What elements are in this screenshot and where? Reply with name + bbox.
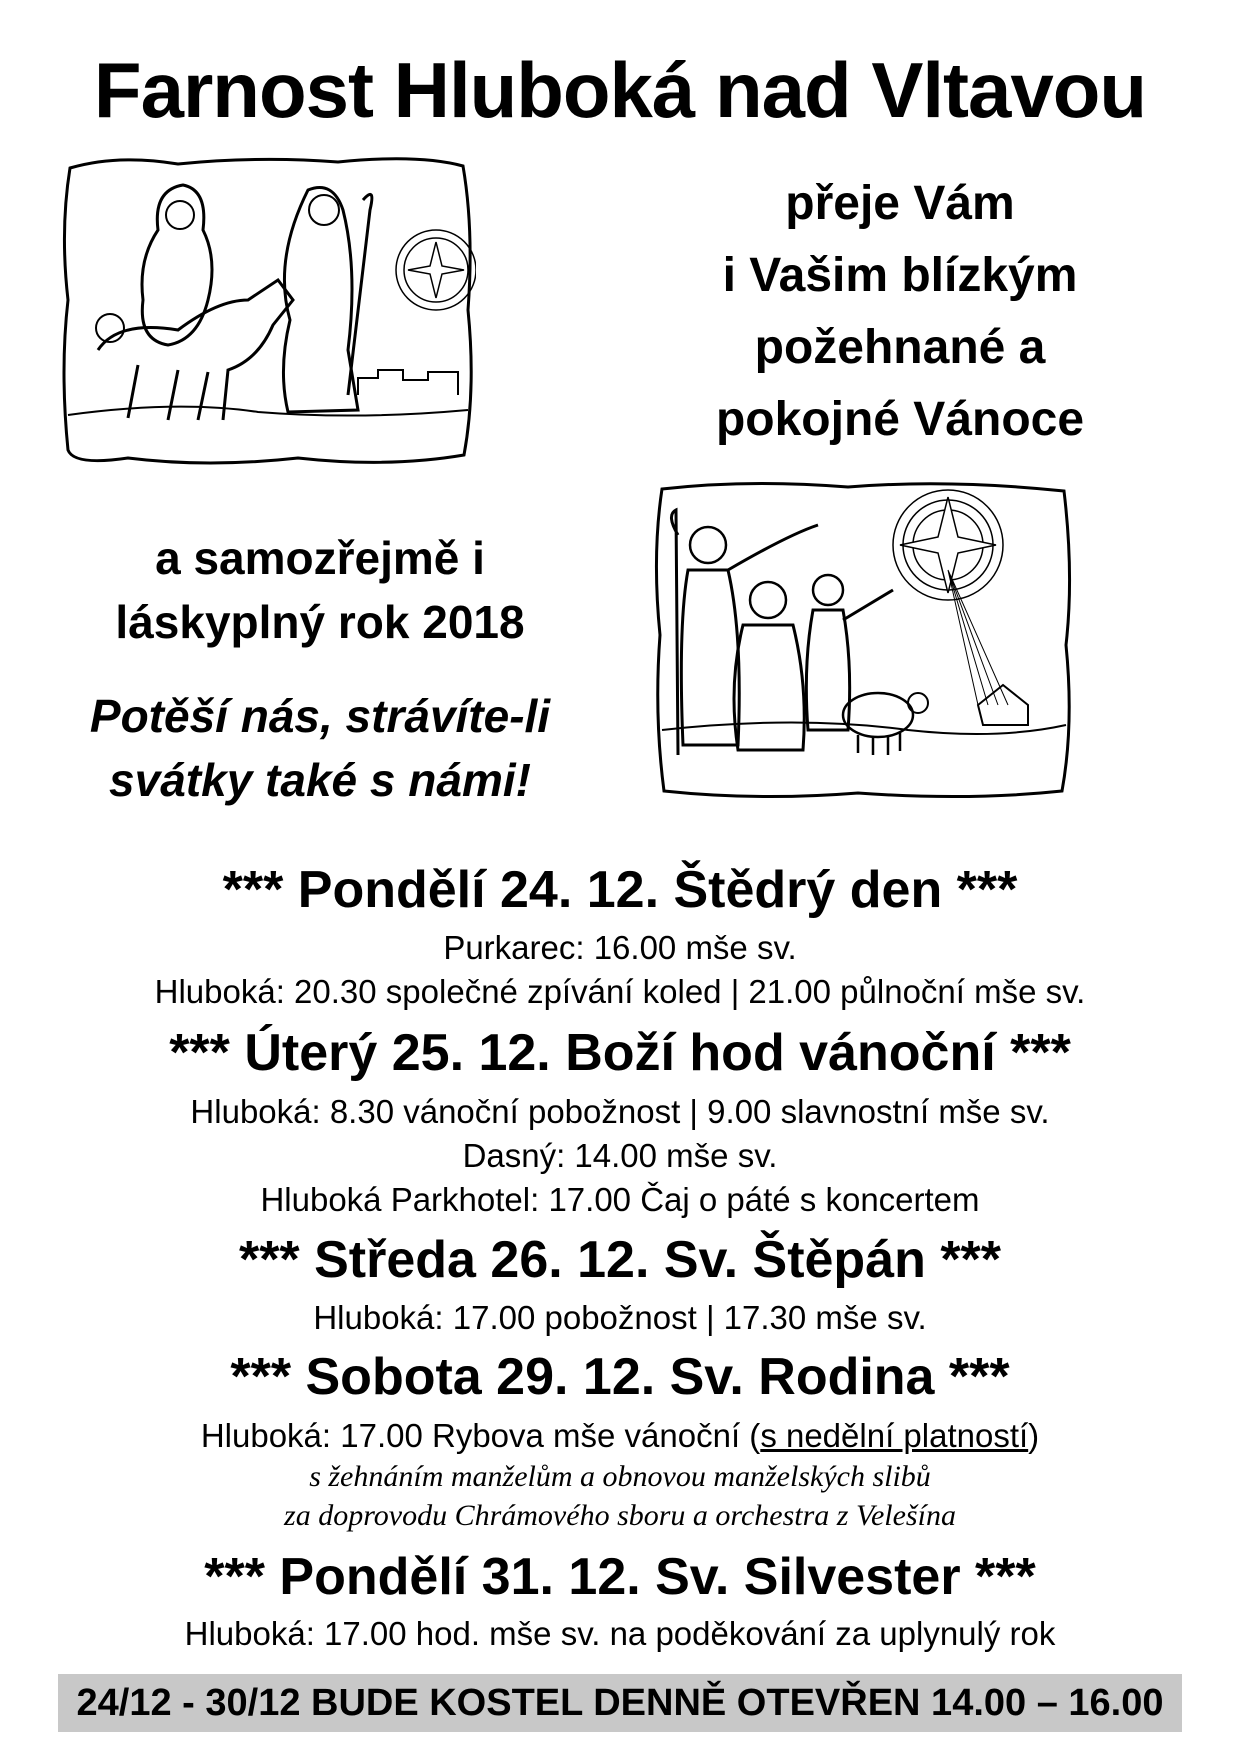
wish-line-1: a samozřejmě i [155,532,485,584]
day-heading-25: *** Úterý 25. 12. Boží hod vánoční *** [169,1024,1071,1082]
greeting-line-1: přeje Vám [785,177,1015,230]
schedule-line: Purkarec: 16.00 mše sv. [443,929,797,966]
schedule-note: s žehnáním manželům a obnovou manželských slibů [309,1460,931,1493]
schedule-line: Hluboká: 20.30 společné zpívání koled | 21.00 půlnoční mše sv. [154,973,1086,1010]
schedule-note: za doprovodu Chrámového sboru a orchestra z Velešína [284,1499,956,1532]
shepherds-star-illustration [648,475,1078,805]
day-heading-29: *** Sobota 29. 12. Sv. Rodina *** [230,1348,1010,1406]
mary-joseph-journey-illustration [58,150,476,470]
greeting-line-2: i Vašim blízkým [722,249,1078,302]
wish-line-2: láskyplný rok 2018 [115,596,525,648]
schedule-line: Hluboká Parkhotel: 17.00 Čaj o páté s koncertem [260,1181,980,1218]
schedule-line-start: Hluboká: 17.00 Rybova mše vánoční ( [200,1417,761,1454]
day-heading-31: *** Pondělí 31. 12. Sv. Silvester *** [204,1548,1036,1606]
greeting-line-3: požehnané a [754,321,1046,374]
day-heading-24: *** Pondělí 24. 12. Štědrý den *** [222,861,1018,919]
schedule-line: Hluboká: 8.30 vánoční pobožnost | 9.00 slavnostní mše sv. [190,1093,1050,1130]
schedule-line: Hluboká: 17.00 hod. mše sv. na poděkování za uplynulý rok [184,1615,1056,1652]
invite-line-2: svátky také s námi! [109,754,531,806]
opening-hours-banner: 24/12 - 30/12 BUDE KOSTEL DENNĚ OTEVŘEN 14.00 – 16.00 [58,1674,1182,1732]
invite-line-1: Potěší nás, strávíte-li [89,690,551,742]
schedule-line: Hluboká: 17.00 pobožnost | 17.30 mše sv. [313,1299,927,1336]
schedule-line-end: ) [1028,1417,1040,1454]
schedule-line [0,1414,1240,1458]
page-title: Farnost Hluboká nad Vltavou [93,46,1147,134]
day-heading-26: *** Středa 26. 12. Sv. Štěpán *** [238,1231,1002,1289]
greeting-line-4: pokojné Vánoce [715,393,1085,446]
sunday-validity-note: s nedělní platností [760,1417,1029,1454]
schedule-line: Dasný: 14.00 mše sv. [462,1137,778,1174]
